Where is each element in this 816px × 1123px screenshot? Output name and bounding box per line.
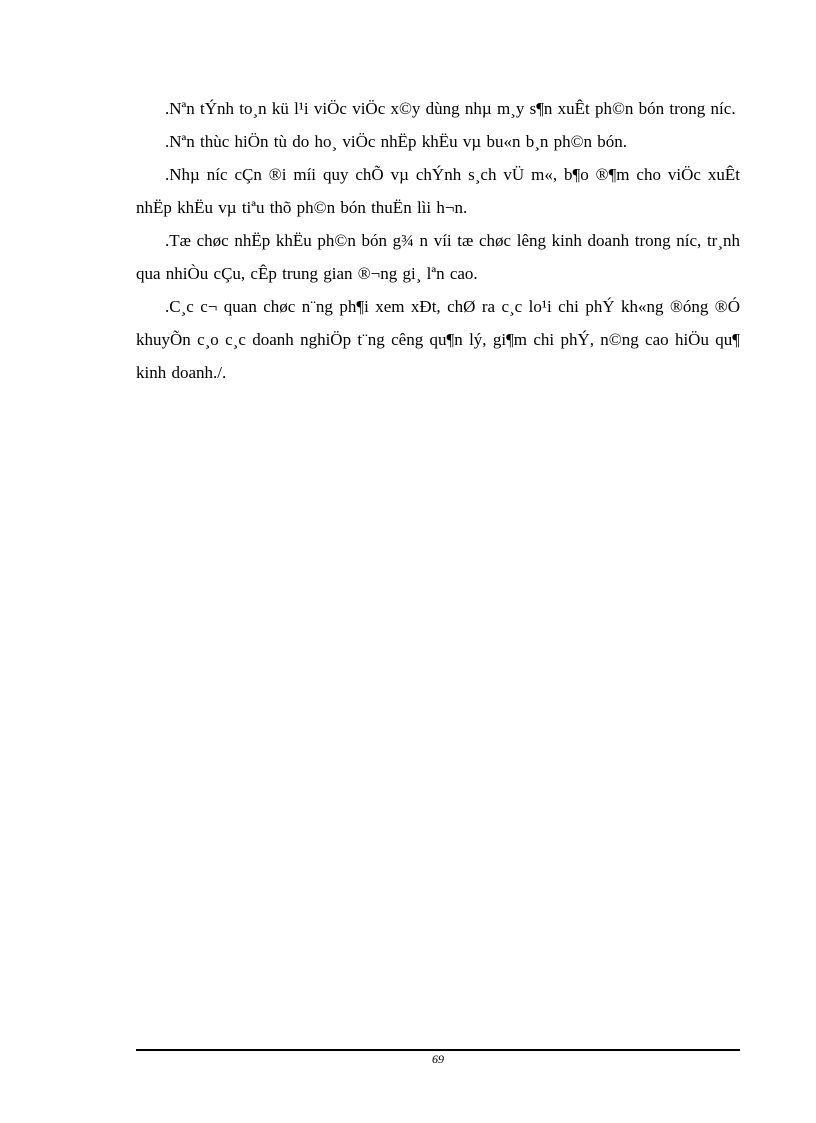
paragraph-3: .Nhµ níc cÇn ®i míi quy chÕ vµ chÝnh s¸ch vÜ m«, b¶o ®¶m cho viÖc xuÊt nhËp khËu vµ tiªu thõ ph©n bón thuËn lìi h¬n. <box>136 165 740 217</box>
paragraph-5: .C¸c c¬ quan chøc n¨ng ph¶i xem xÐt, chØ ra c¸c lo¹i chi phÝ kh«ng ®óng ®Ó khuyÕn c¸o c¸c doanh nghiÖp t¨ng cêng qu¶n lý, gi¶m chi phÝ, n©ng cao hiÖu qu¶ kinh doanh./. <box>136 297 740 382</box>
page-number: 69 <box>432 1052 444 1066</box>
body-text <box>136 92 740 389</box>
paragraph-4: .Tæ chøc nhËp khËu ph©n bón g¾ n víi tæ chøc lêng kinh doanh trong níc, tr¸nh qua nhiÒu cÇu, cÊp trung gian ®¬ng gi¸ lªn cao. <box>136 231 740 283</box>
paragraph-1: .Nªn tÝnh to¸n kü l¹i viÖc viÖc x©y dùng nhµ m¸y s¶n xuÊt ph©n bón trong níc. <box>165 99 736 118</box>
paragraph-2: .Nªn thùc hiÖn tù do ho¸ viÖc nhËp khËu vµ bu«n b¸n ph©n bón. <box>165 132 628 151</box>
